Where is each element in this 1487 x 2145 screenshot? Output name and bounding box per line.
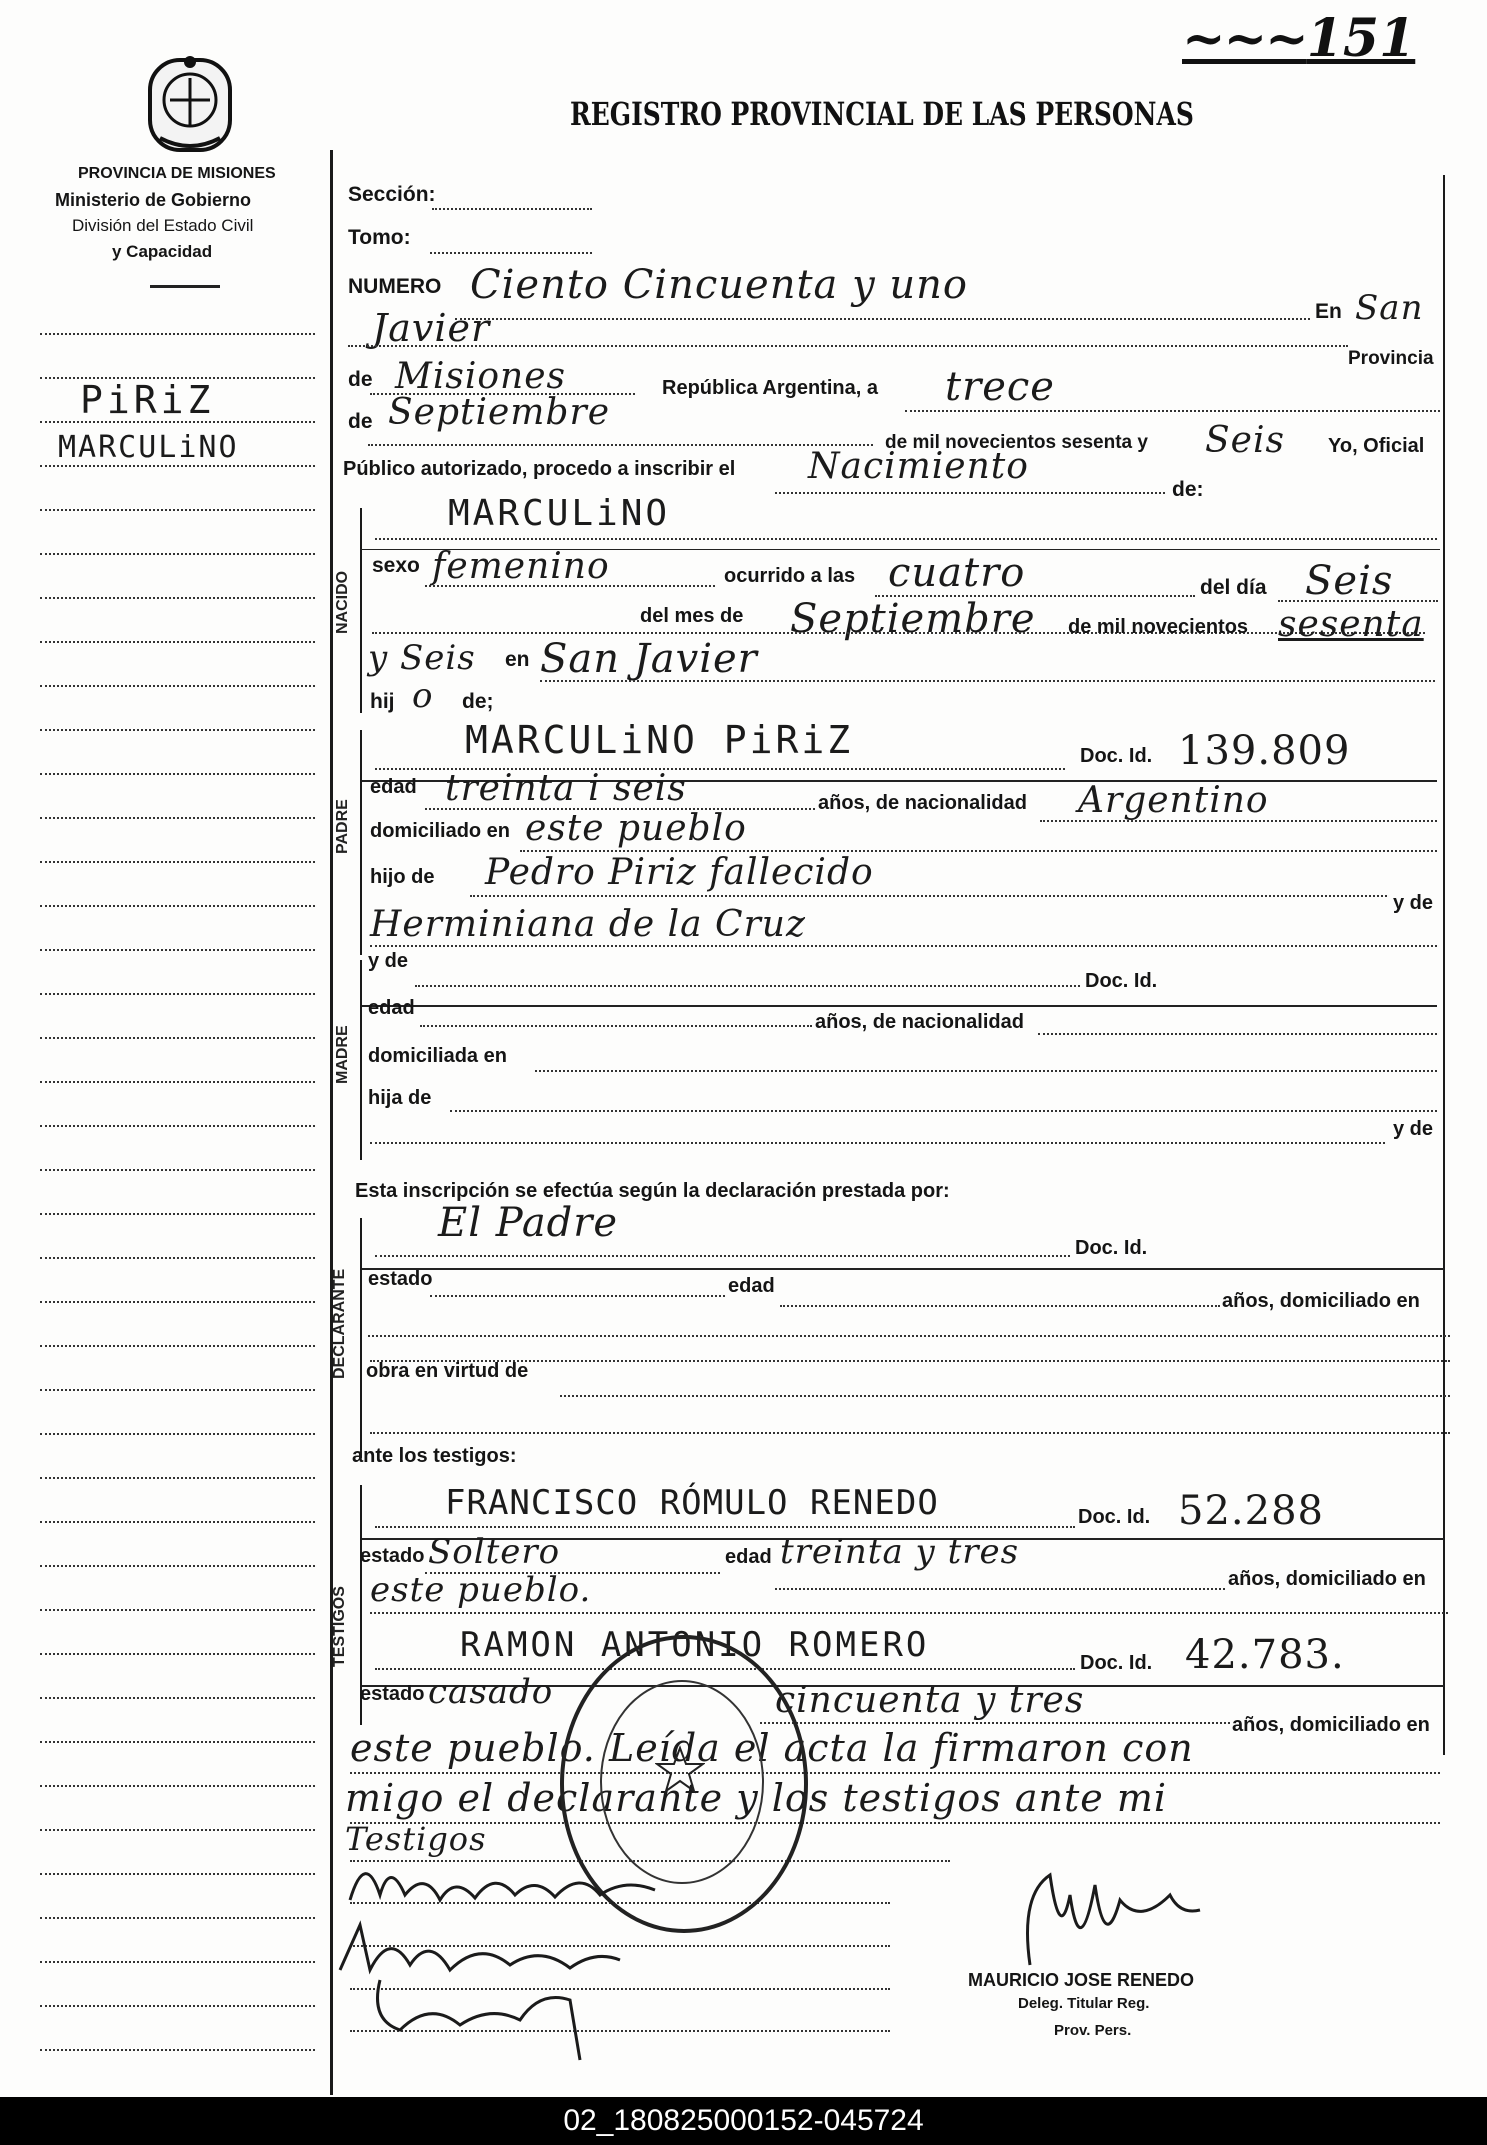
madre-nac-label: años, de nacionalidad (815, 1011, 1024, 1033)
sidebar-ruled-line (40, 509, 315, 511)
sidebar-ruled-line (40, 729, 315, 731)
testigo2-edad-value: cincuenta y tres (775, 1680, 1085, 1721)
closing-note-1: este pueblo. Leída el acta la firmaron con (350, 1726, 1194, 1770)
hijo-label: hij (370, 690, 395, 713)
hijo-suffix: o (412, 676, 434, 716)
section-declarante: DECLARANTE (331, 1268, 348, 1379)
closing-note-2: migo el declarante y los testigos ante mi (345, 1776, 1168, 1820)
sidebar-ruled-line (40, 333, 315, 335)
testigo1-estado-value: Soltero (428, 1532, 561, 1572)
sexo-value: femenino (432, 546, 610, 587)
section-testigos: TESTIGOS (331, 1586, 348, 1667)
sidebar-ruled-line (40, 2005, 315, 2007)
document-id-footer: 02_180825000152-045724 (0, 2097, 1487, 2145)
padre-nac-value: Argentino (1078, 780, 1269, 821)
sidebar-ruled-line (40, 2049, 315, 2051)
sidebar-ruled-line (40, 1345, 315, 1347)
padre-edad-value: treinta i seis (445, 768, 687, 809)
sidebar-ruled-line (40, 1829, 315, 1831)
padre-hijo-value-1: Pedro Piriz fallecido (485, 852, 874, 893)
padre-dom-value: este pueblo (525, 808, 747, 849)
official-role: Deleg. Titular Reg. (1018, 1995, 1150, 2012)
org-divider (150, 285, 220, 288)
margin-note-name: MARCULiNO (58, 430, 239, 465)
sidebar-ruled-line (40, 641, 315, 643)
de2-label: de (348, 410, 373, 433)
corner-folio: ~~~151 (1182, 8, 1416, 69)
sidebar-ruled-line (40, 1081, 315, 1083)
numero-value: Ciento Cincuenta y uno (470, 262, 969, 308)
closing-note-3: Testigos (345, 1820, 487, 1858)
sidebar-ruled-line (40, 1477, 315, 1479)
seal-star-icon (655, 1745, 705, 1795)
testigo2-name: RAMON ANTONIO ROMERO (460, 1625, 930, 1665)
madre-dom-label: domiciliada en (368, 1045, 507, 1067)
padre-hijo-value-2: Herminiana de la Cruz (370, 904, 806, 945)
declarante-doc-label: Doc. Id. (1075, 1237, 1148, 1259)
mes-label: del mes de (640, 605, 744, 627)
hijo-de-label: de; (462, 690, 494, 713)
sidebar-ruled-line (40, 685, 315, 687)
official-name: MAURICIO JOSE RENEDO (968, 1970, 1195, 1990)
sidebar-ruled-line (40, 1301, 315, 1303)
tomo-label: Tomo: (348, 226, 411, 249)
testigo1-edad-label: edad (725, 1546, 772, 1568)
padre-name: MARCULiNO PiRiZ (465, 718, 854, 762)
testigo2-doc-label: Doc. Id. (1080, 1652, 1153, 1674)
signature-official (1010, 1855, 1210, 1985)
republica-label: República Argentina, a (662, 377, 878, 399)
sidebar-ruled-line (40, 1785, 315, 1787)
sidebar-ruled-line (40, 1389, 315, 1391)
en-lugar-label: en (505, 648, 530, 671)
sidebar-ruled-line (40, 1433, 315, 1435)
padre-edad-label: edad (370, 776, 417, 798)
sidebar-ruled-line (40, 553, 315, 555)
hora-value: cuatro (888, 550, 1026, 596)
en-label: En (1315, 300, 1342, 323)
testigo1-name: FRANCISCO RÓMULO RENEDO (445, 1483, 939, 1523)
sidebar-ruled-line (40, 1917, 315, 1919)
declarante-intro: Esta inscripción se efectúa según la declaración prestada por: (355, 1180, 950, 1202)
lugar-value: San Javier (540, 636, 758, 682)
section-padre: PADRE (334, 799, 351, 854)
declarante-edad-label: edad (728, 1275, 775, 1297)
sidebar-ruled-line (40, 817, 315, 819)
testigo1-estado-label: estado (360, 1545, 425, 1567)
sidebar-ruled-line (40, 1697, 315, 1699)
testigo1-doc-label: Doc. Id. (1078, 1506, 1151, 1528)
padre-yde-label: y de (1393, 892, 1434, 914)
sidebar-ruled-line (40, 1521, 315, 1523)
testigo1-dom-label: años, domiciliado en (1228, 1568, 1426, 1590)
padre-doc-label: Doc. Id. (1080, 745, 1153, 767)
testigo2-doc-value: 42.783. (1185, 1632, 1345, 1678)
coat-of-arms-icon (140, 50, 240, 160)
province-value: Misiones (395, 356, 567, 397)
sidebar-ruled-line (40, 1873, 315, 1875)
madre-yde2-label: y de (1393, 1118, 1434, 1140)
seccion-label: Sección: (348, 183, 436, 206)
year-value: Seis (1205, 420, 1285, 461)
margin-note-surname: PiRiZ (80, 378, 215, 422)
sidebar-ruled-line (40, 421, 315, 423)
madre-doc-label: Doc. Id. (1085, 970, 1158, 992)
official-role-2: Prov. Pers. (1054, 2022, 1132, 2039)
sidebar-ruled-line (40, 1257, 315, 1259)
mes-value: Septiembre (790, 596, 1036, 642)
testigo2-estado-value: casado (428, 1672, 554, 1712)
dia-label: del día (1200, 576, 1267, 599)
sidebar-ruled-line (40, 1609, 315, 1611)
year-label: de mil novecientos sesenta y (885, 432, 1148, 453)
padre-hijo-label: hijo de (370, 866, 435, 888)
padre-dom-label: domiciliado en (370, 820, 511, 842)
madre-hija-label: hija de (368, 1087, 432, 1109)
day-value: trece (945, 364, 1055, 410)
testigo2-estado-label: estado (360, 1683, 425, 1705)
provincia-label: Provincia (1348, 348, 1434, 369)
nacido-name: MARCULiNO (448, 493, 671, 534)
sidebar-ruled-line (40, 949, 315, 951)
sexo-label: sexo (372, 554, 420, 577)
en-value: San (1355, 288, 1424, 328)
org-line-3: División del Estado Civil (72, 216, 254, 235)
testigo2-dom-label: años, domiciliado en (1232, 1714, 1430, 1736)
dia-value: Seis (1305, 558, 1394, 604)
de-label: de (348, 368, 373, 391)
testigo1-edad-value: treinta y tres (780, 1532, 1020, 1572)
org-line-4: y Capacidad (112, 242, 213, 261)
madre-yde-label: y de (368, 950, 409, 972)
page-title: REGISTRO PROVINCIAL DE LAS PERSONAS (570, 95, 1194, 133)
sidebar-ruled-line (40, 1125, 315, 1127)
sidebar-ruled-line (40, 1653, 315, 1655)
de3-label: de: (1172, 478, 1204, 501)
sidebar-ruled-line (40, 1961, 315, 1963)
left-border (330, 150, 333, 2095)
declarante-dom-label: años, domiciliado en (1222, 1290, 1420, 1312)
acto-value: Nacimiento (808, 446, 1029, 487)
declarante-estado-label: estado (368, 1268, 433, 1290)
sidebar-ruled-line (40, 861, 315, 863)
org-line-2: Ministerio de Gobierno (55, 190, 252, 210)
testigo1-doc-value: 52.288 (1178, 1488, 1324, 1534)
anio-value: sesenta (1278, 604, 1424, 645)
testigos-intro: ante los testigos: (352, 1445, 517, 1467)
ocurrido-label: ocurrido a las (724, 565, 856, 587)
sidebar-ruled-line (40, 1741, 315, 1743)
sidebar-ruled-line (40, 993, 315, 995)
numero-label: NUMERO (348, 275, 442, 298)
city-value: Javier (372, 306, 491, 350)
declarante-obra-label: obra en virtud de (366, 1360, 529, 1382)
publico-label: Público autorizado, procedo a inscribir el (343, 458, 736, 480)
declarante-name: El Padre (438, 1200, 619, 1246)
sidebar-ruled-line (40, 465, 315, 467)
month-value: Septiembre (388, 392, 610, 433)
section-madre: MADRE (334, 1025, 351, 1084)
anio-label: de mil novecientos (1068, 616, 1249, 638)
padre-doc-value: 139.809 (1178, 728, 1351, 774)
padre-nac-label: años, de nacionalidad (818, 792, 1027, 814)
section-nacido: NACIDO (334, 570, 351, 634)
sidebar-ruled-line (40, 905, 315, 907)
sidebar-ruled-line (40, 1213, 315, 1215)
madre-edad-label: edad (368, 997, 415, 1019)
sidebar-ruled-line (40, 773, 315, 775)
org-line-1: PROVINCIA DE MISIONES (78, 165, 276, 182)
testigo1-dom-value: este pueblo. (370, 1570, 592, 1610)
sidebar-ruled-line (40, 597, 315, 599)
sidebar-ruled-line (40, 1037, 315, 1039)
yo-label: Yo, Oficial (1328, 435, 1425, 457)
signature-witness-2 (370, 1960, 610, 2070)
anio-value-2: y Seis (368, 638, 476, 678)
right-border (1443, 175, 1445, 1755)
sidebar-ruled-line (40, 1565, 315, 1567)
sidebar-ruled-line (40, 377, 315, 379)
sidebar-ruled-line (40, 1169, 315, 1171)
